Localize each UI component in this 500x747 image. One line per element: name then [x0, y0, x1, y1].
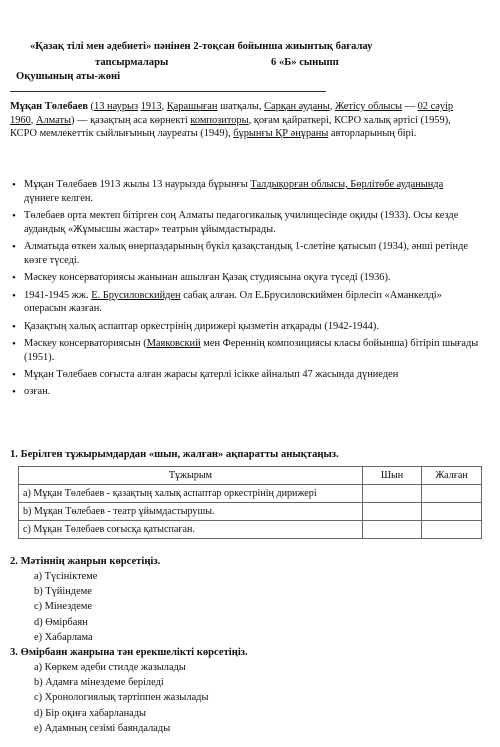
- option-c[interactable]: c) Мінездеме: [34, 601, 93, 613]
- class-label: 6 «Б» сыныпп: [271, 57, 339, 68]
- link-brusilovsky[interactable]: Е. Брусиловскийден: [91, 289, 181, 301]
- question-3-options: [34, 661, 208, 737]
- question-2-title: 2. Мәтіннің жанрын көрсетіңіз.: [10, 556, 161, 567]
- list-item: • Қазақтың халық аспаптар оркестрінің дирижері қызметін атқарады (1942-1944).: [10, 320, 480, 334]
- link-birth-date[interactable]: 13 наурыз: [94, 101, 139, 112]
- column-header-false: Жалған: [422, 467, 482, 485]
- question-3-title: 3. Өмірбаян жанрына тән ерекшелікті көрсетіңіз.: [10, 647, 248, 658]
- question-2-options: [34, 570, 97, 646]
- option-e[interactable]: е) Хабарлама: [34, 631, 93, 643]
- list-item: • Мәскеу консерваториясын (Маяковский мен Ференнің композициясы класы бойынша) бітіріп шығады (1951).: [10, 337, 480, 364]
- table-header-row: [19, 467, 482, 485]
- link-birth-place[interactable]: Қарашыған: [166, 101, 218, 112]
- link-death-date[interactable]: 02 сәуір: [417, 101, 454, 112]
- option-b[interactable]: b) Адамға мінездеме беріледі: [34, 677, 164, 689]
- list-item: • Алматыда өткен халық өнерпаздарының бүкіл қазақстандық 1-слетіне қатысып (1934), әнші ретінде көзге түседі.: [10, 240, 480, 267]
- student-name-label: Оқушының аты-жөні: [16, 71, 121, 82]
- question-1-title: 1. Берілген тұжырымдардан «шын, жалған» ақпаратты анықтаңыз.: [10, 449, 339, 460]
- link-taldykorgan[interactable]: Талдықорған облысы, Бөрлітөбе ауданында: [250, 179, 444, 190]
- true-answer-cell[interactable]: [362, 503, 421, 521]
- worksheet-title-line2: [95, 56, 339, 70]
- table-row: [19, 503, 482, 521]
- statement-cell: b) Мұқан Төлебаев - театр ұйымдастырушы.: [19, 503, 363, 521]
- option-a[interactable]: а) Көркем әдеби стилде жазылады: [34, 662, 186, 673]
- option-d[interactable]: d) Өмірбаян: [34, 616, 88, 628]
- false-answer-cell[interactable]: [422, 503, 482, 521]
- list-item: • Төлебаев орта мектеп бітірген соң Алматы педагогикалық училищесінде оқиды (1933). Осы кезде аудандық «Жұмысшы жастар» театрын ұйымдастырады.: [10, 209, 480, 236]
- false-answer-cell[interactable]: [422, 521, 482, 539]
- option-e[interactable]: е) Адамның сезімі баяндалады: [34, 722, 171, 734]
- list-item: • Мұқан Төлебаев 1913 жылы 13 наурызда бұрынғы Талдықорған облысы, Бөрлітөбе ауданында дүниеге келген.: [10, 178, 480, 205]
- worksheet-title-line1: «Қазақ тілі мен әдебиеті» пәнінен 2-тоқсан бойынша жиынтық бағалау: [30, 41, 373, 52]
- table-row: [19, 485, 482, 503]
- table-row: [19, 521, 482, 539]
- true-false-table: [18, 466, 482, 539]
- option-a[interactable]: а) Түсініктеме: [34, 571, 98, 582]
- link-mayakovsky[interactable]: Маяковский: [146, 337, 201, 349]
- list-item: • Мәскеу консерваториясы жанынан ашылған Қазақ студиясына оқуға түседі (1936).: [10, 271, 480, 285]
- link-composers[interactable]: композиторы: [190, 114, 249, 126]
- list-item: • озған.: [10, 385, 480, 399]
- true-answer-cell[interactable]: [362, 521, 421, 539]
- worksheet-title-tasks: тапсырмалары: [95, 57, 169, 68]
- link-death-city[interactable]: Алматы: [35, 114, 72, 126]
- list-item: • 1941-1945 жж. Е. Брусиловскийден сабақ алған. Ол Е.Брусиловскиймен бірлесіп «Аманкелді» операсын жазған.: [10, 289, 480, 316]
- column-header-statement: Тұжырым: [19, 467, 363, 485]
- link-death-year[interactable]: 1960: [10, 114, 31, 126]
- person-name: Мұқан Төлебаев: [10, 101, 88, 112]
- list-item: • Мұқан Төлебаев соғыста алған жарасы қатерлі ісікке айналып 47 жасында дүниеден: [10, 368, 480, 382]
- option-d[interactable]: d) Бір оқиға хабарланады: [34, 707, 147, 719]
- false-answer-cell[interactable]: [422, 485, 482, 503]
- link-district[interactable]: Сарқан ауданы: [264, 101, 330, 112]
- statement-cell: а) Мұқан Төлебаев - қазақтың халық аспаптар оркестрінің дирижері: [19, 485, 363, 503]
- statement-cell: c) Мұқан Төлебаев соғысқа қатыспаған.: [19, 521, 363, 539]
- link-birth-year[interactable]: 1913: [140, 101, 162, 112]
- link-anthem[interactable]: бұрынғы ҚР әнұраны: [233, 128, 329, 140]
- option-b[interactable]: b) Түйіндеме: [34, 586, 92, 598]
- student-name-line: [10, 91, 326, 92]
- biography-bullet-list: [10, 178, 480, 403]
- intro-paragraph: Мұқан Төлебаев (13 наурыз 1913, Қарашыған шатқалы, Сарқан ауданы, Жетісу облысы — 02 сәуір 1960, Алматы) — қазақтың аса көрнекті композиторы, қоғам қайраткері, КСРО халық әртісі (1959), КСРО мемлекеттік сыйлығының лауреаты (1949), бұрынғы ҚР әнұраны авторларының бірі.: [10, 101, 454, 140]
- option-c[interactable]: c) Хронологиялық тәртіппен жазылады: [34, 692, 209, 704]
- true-answer-cell[interactable]: [362, 485, 421, 503]
- column-header-true: Шын: [362, 467, 421, 485]
- link-region[interactable]: Жетісу облысы: [334, 101, 403, 112]
